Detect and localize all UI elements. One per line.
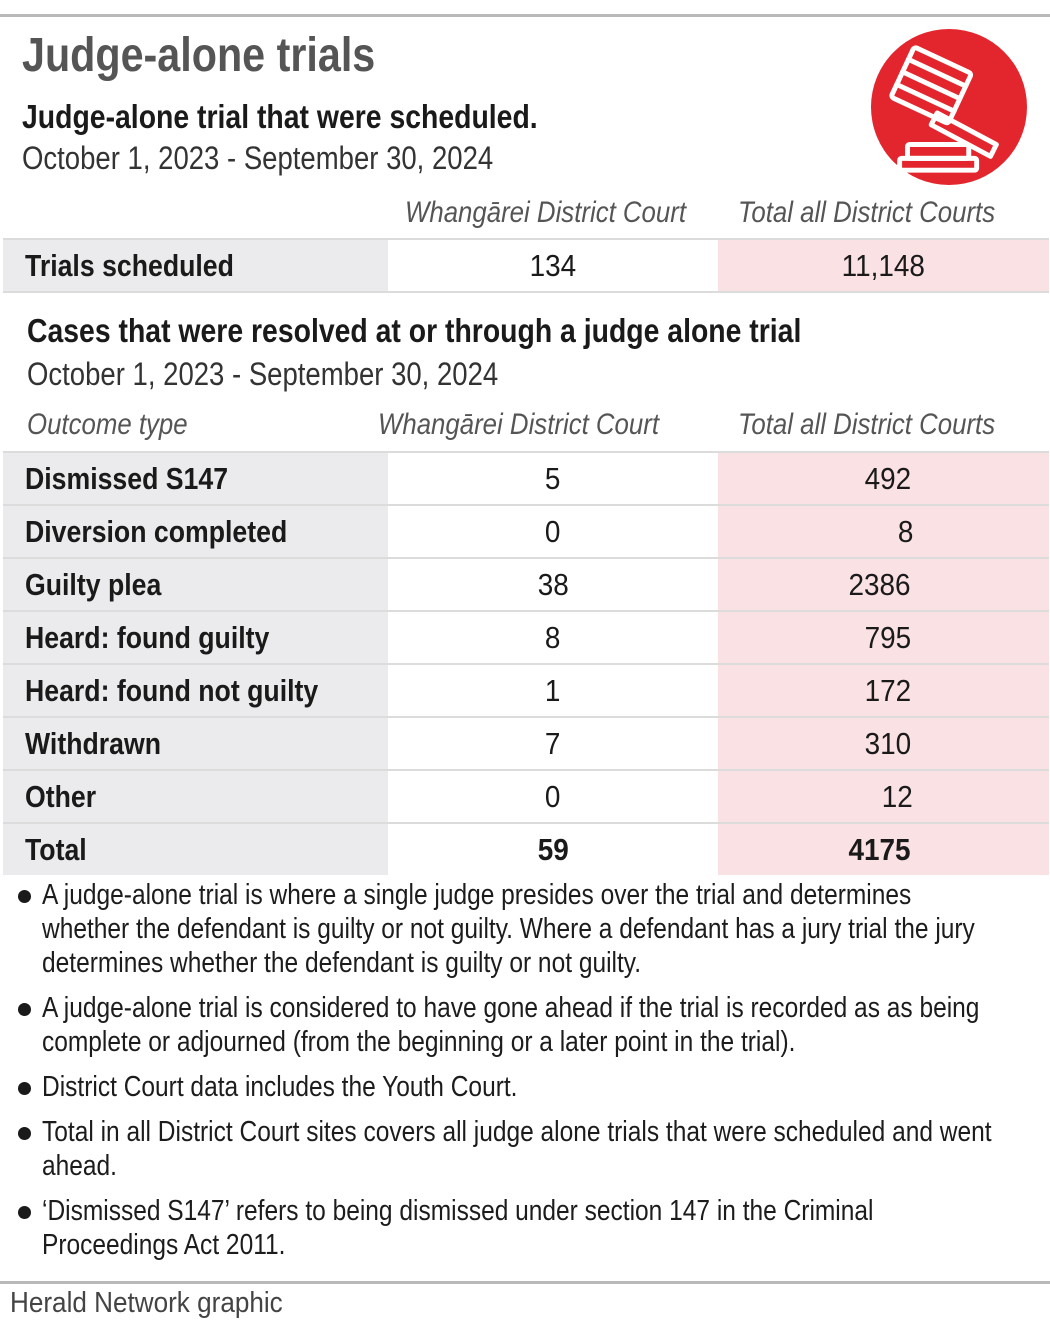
total-value: 492 bbox=[864, 460, 912, 496]
list-item bbox=[14, 878, 1024, 980]
whangarei-cell bbox=[388, 824, 718, 875]
whangarei-cell bbox=[388, 506, 718, 557]
table-row bbox=[3, 504, 1049, 557]
row-label: Guilty plea bbox=[25, 566, 162, 602]
total-value: 2386 bbox=[848, 566, 911, 602]
outcomes-date-range: October 1, 2023 - September 30, 2024 bbox=[27, 356, 499, 392]
row-label-cell bbox=[3, 771, 388, 822]
row-label: Diversion completed bbox=[25, 513, 288, 549]
total-value: 4175 bbox=[848, 831, 911, 867]
row-label-cell bbox=[3, 453, 388, 504]
note-text: District Court data includes the Youth Court. bbox=[42, 1071, 518, 1103]
row-label: Withdrawn bbox=[25, 725, 162, 761]
row-label: Trials scheduled bbox=[25, 247, 234, 283]
outcomes-title: Cases that were resolved at or through a judge alone trial bbox=[27, 312, 802, 349]
total-value: 12 bbox=[881, 778, 913, 814]
whangarei-cell bbox=[388, 665, 718, 716]
list-item bbox=[14, 1194, 1024, 1262]
bottom-rule bbox=[0, 1281, 1050, 1284]
bullet-icon bbox=[18, 1082, 31, 1095]
total-cell bbox=[718, 453, 1049, 504]
table-row bbox=[3, 238, 1049, 293]
total-value: 310 bbox=[864, 725, 912, 761]
total-cell bbox=[718, 240, 1049, 291]
scheduled-table bbox=[3, 238, 1049, 293]
total-value: 11,148 bbox=[841, 247, 926, 283]
top-rule bbox=[0, 14, 1050, 17]
note-text: ‘Dismissed S147’ refers to being dismissed under section 147 in the Criminal Proceedings Act 2011. bbox=[42, 1195, 874, 1261]
col-header-whangarei: Whangārei District Court bbox=[405, 196, 687, 229]
total-cell bbox=[718, 559, 1049, 610]
gavel-icon bbox=[870, 28, 1028, 186]
list-item bbox=[14, 1115, 1024, 1183]
list-item bbox=[14, 991, 1024, 1059]
whangarei-cell bbox=[388, 771, 718, 822]
whangarei-cell bbox=[388, 612, 718, 663]
table-row bbox=[3, 663, 1049, 716]
col-header-total: Total all District Courts bbox=[738, 408, 996, 441]
col-header-whangarei: Whangārei District Court bbox=[378, 408, 660, 441]
whangarei-value: 1 bbox=[545, 672, 561, 708]
whangarei-value: 134 bbox=[529, 247, 577, 283]
table-row bbox=[3, 557, 1049, 610]
table-row bbox=[3, 451, 1049, 504]
row-label: Other bbox=[25, 778, 97, 814]
whangarei-cell bbox=[388, 718, 718, 769]
bullet-icon bbox=[18, 890, 31, 903]
whangarei-value: 59 bbox=[537, 831, 569, 867]
total-cell bbox=[718, 506, 1049, 557]
total-cell bbox=[718, 824, 1049, 875]
row-label-cell bbox=[3, 612, 388, 663]
whangarei-value: 5 bbox=[545, 460, 561, 496]
total-value: 795 bbox=[864, 619, 912, 655]
row-label-cell bbox=[3, 559, 388, 610]
note-text: Total in all District Court sites covers all judge alone trials that were scheduled and went ahead. bbox=[42, 1116, 992, 1182]
note-text: A judge-alone trial is where a single judge presides over the trial and determines whether the defendant is guilty or not guilty. Where a defendant has a jury trial the jury determines whether the defendant is guilty or not guilty. bbox=[42, 879, 975, 979]
bullet-icon bbox=[18, 1206, 31, 1219]
table-row bbox=[3, 769, 1049, 822]
whangarei-value: 0 bbox=[545, 778, 561, 814]
scheduled-date-range: October 1, 2023 - September 30, 2024 bbox=[22, 140, 494, 176]
total-value: 172 bbox=[864, 672, 912, 708]
credit-line: Herald Network graphic bbox=[10, 1287, 283, 1319]
row-label: Dismissed S147 bbox=[25, 460, 229, 496]
bullet-icon bbox=[18, 1127, 31, 1140]
total-cell bbox=[718, 718, 1049, 769]
outcomes-table bbox=[3, 451, 1049, 875]
row-label: Heard: found not guilty bbox=[25, 672, 319, 708]
table-row bbox=[3, 610, 1049, 663]
row-label-cell bbox=[3, 718, 388, 769]
total-value: 8 bbox=[897, 513, 914, 549]
whangarei-cell bbox=[388, 240, 718, 291]
total-cell bbox=[718, 612, 1049, 663]
row-label-cell bbox=[3, 240, 388, 291]
row-label-cell bbox=[3, 665, 388, 716]
col-header-total: Total all District Courts bbox=[738, 196, 996, 229]
notes-list bbox=[14, 878, 1024, 1273]
whangarei-cell bbox=[388, 453, 718, 504]
total-row bbox=[3, 822, 1049, 875]
total-cell bbox=[718, 665, 1049, 716]
whangarei-value: 0 bbox=[545, 513, 561, 549]
whangarei-value: 7 bbox=[545, 725, 561, 761]
row-label: Heard: found guilty bbox=[25, 619, 270, 655]
col-header-outcome-type: Outcome type bbox=[27, 408, 188, 441]
whangarei-value: 38 bbox=[537, 566, 569, 602]
row-label-cell bbox=[3, 506, 388, 557]
total-cell bbox=[718, 771, 1049, 822]
whangarei-cell bbox=[388, 559, 718, 610]
scheduled-subtitle: Judge-alone trial that were scheduled. bbox=[22, 98, 538, 135]
row-label-cell bbox=[3, 824, 388, 875]
list-item bbox=[14, 1070, 1024, 1104]
row-label: Total bbox=[25, 831, 87, 867]
page-title: Judge-alone trials bbox=[22, 29, 376, 82]
bullet-icon bbox=[18, 1003, 31, 1016]
table-row bbox=[3, 716, 1049, 769]
note-text: A judge-alone trial is considered to have gone ahead if the trial is recorded as as being complete or adjourned (from the beginning or a later point in the trial). bbox=[42, 992, 980, 1058]
whangarei-value: 8 bbox=[545, 619, 561, 655]
